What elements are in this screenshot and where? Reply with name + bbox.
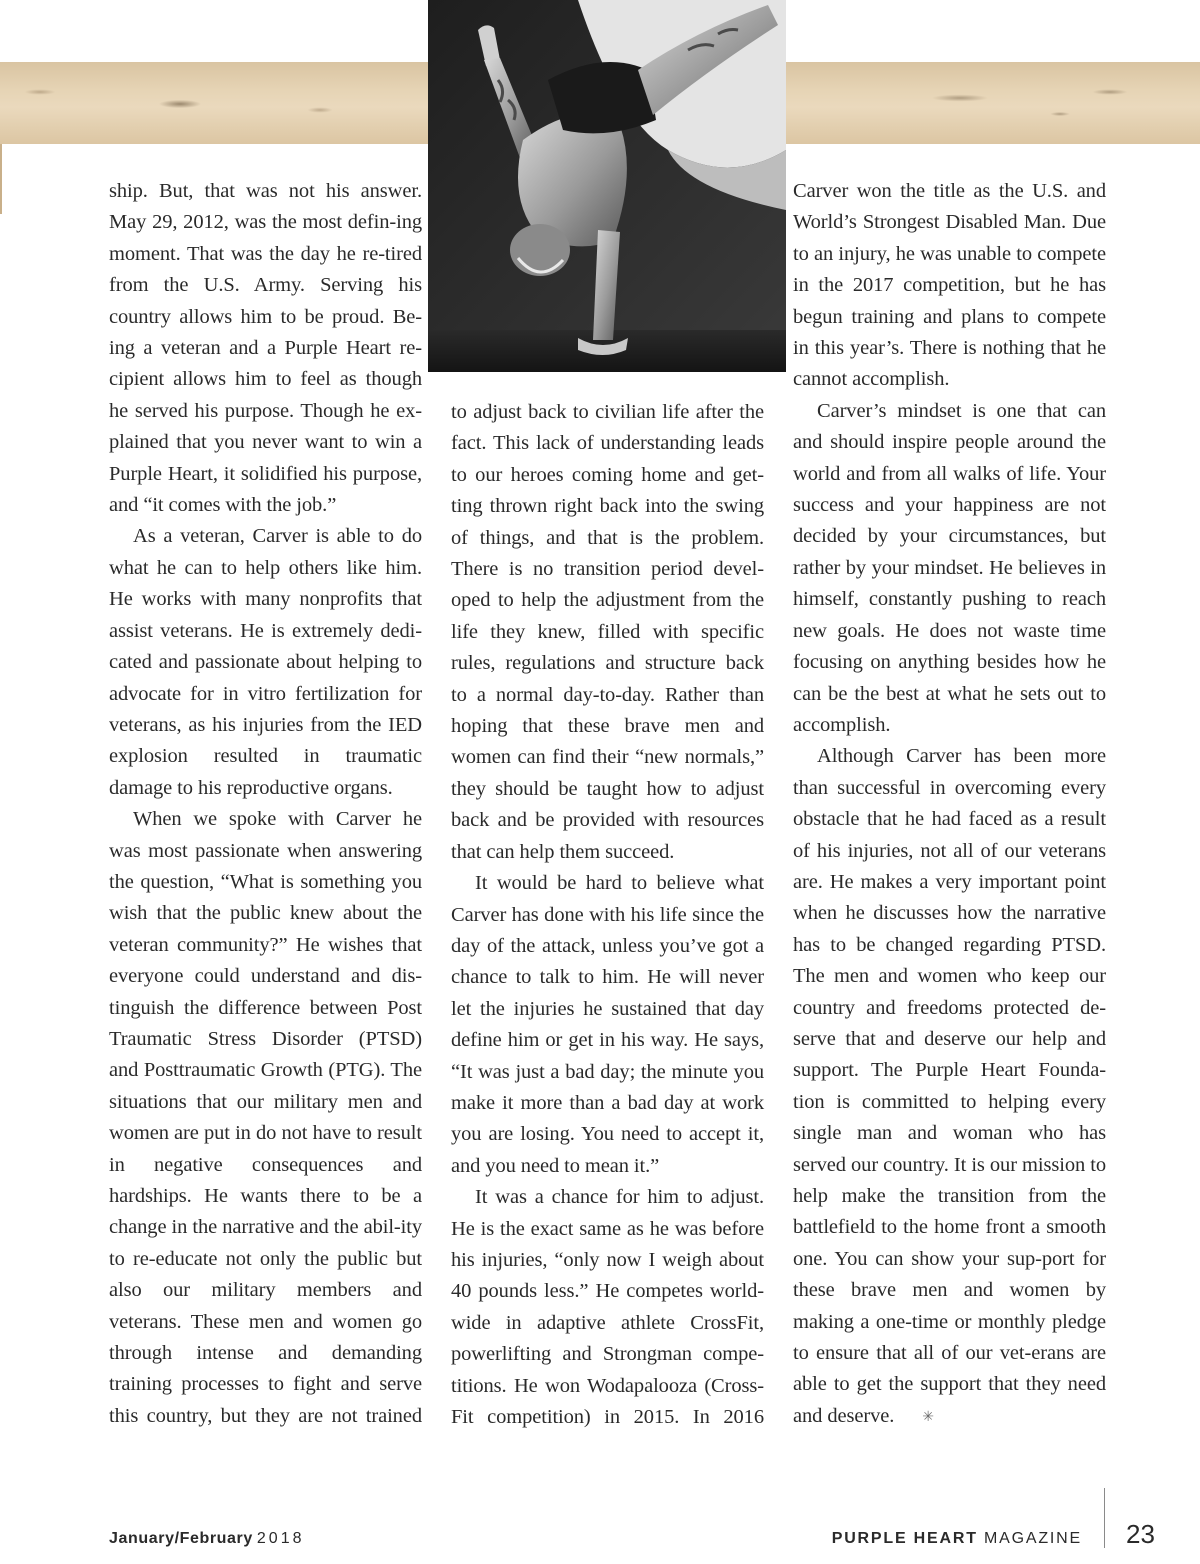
issue-date [109, 1530, 304, 1548]
paragraph [793, 741, 1106, 1433]
paragraph-text: Although Carver has been more than successful in overcoming every obstacle that he had faced as a result of his injuries, not all of our veterans are. He makes a very important point when he discusses how the narrative has to be changed regarding PTSD. The men and women who keep our country and freedoms protected de-serve that and deserve our help and support. The Purple Heart Founda-tion is committed to helping every single man and woman who has served our country. It is our mission to help make the transition from the battlefield to the home front a smooth one. You can show your sup-port for these brave men and women by making a one-time or monthly pledge to ensure that all of our vet-erans are able to get the support that they need and deserve. [793, 745, 1106, 1427]
issue-year: 2018 [256, 1530, 305, 1547]
magazine-name [832, 1530, 1082, 1548]
article-column-1 [109, 176, 422, 1432]
paragraph: to adjust back to civilian life after the fact. This lack of understanding leads to our heroes coming home and get-ting thrown right back into the swing of things, and that is the problem. There is no transition period devel-oped to help the adjustment from the life they knew, filled with specific rules, regulations and structure back to a normal day-to-day. Rather than hoping that these brave men and women can find their “new normals,” they should be taught how to adjust back and be provided with resources that can help them succeed. [451, 401, 764, 863]
paragraph: ship. But, that was not his answer. May 29, 2012, was the most defin-ing moment. That was the day he re-tired from the U.S. Army. Serving his country allows him to be proud. Be-ing a veteran and a Purple Heart re-cipient allows him to feel as though he served his purpose. Though he ex-plained that you never want to win a Purple Heart, it solidified his purpose, and “it comes with the job.” [109, 180, 422, 517]
paragraph: It would be hard to believe what Carver has done with his life since the day of the attack, unless you’ve got a chance to talk to him. He will never let the injuries he sustained that day define him or get in his way. He says, “It was just a bad day; the minute you make it more than a bad day at work you are losing. You need to accept it, and you need to mean it.” [451, 872, 764, 1177]
paragraph: It was a chance for him to adjust. He is the exact same as he was before his injuries, “only now I weigh about 40 pounds less.” He competes world-wide in adaptive athlete CrossFit, powerlifting and Strongman compe-titions. He won Wodapalooza (Cross-Fit competition) in 2015. In 2016 [451, 1186, 764, 1428]
magazine-label: MAGAZINE [984, 1530, 1082, 1547]
issue-month: January/February [109, 1530, 253, 1547]
article-column-3 [793, 176, 1106, 1433]
athlete-handstand-photo [428, 0, 786, 372]
article-column-2 [451, 397, 764, 1433]
page-number: 23 [1126, 1519, 1155, 1549]
paragraph: As a veteran, Carver is able to do what he can to help others like him. He works with many nonprofits that assist veterans. He is extremely dedi-cated and passionate about helping to advocate for in vitro fertilization for veterans, as his injuries from the IED explosion resulted in traumatic damage to his reproductive organs. [109, 525, 422, 799]
edge-strip [0, 144, 2, 214]
paragraph: Carver won the title as the U.S. and World’s Strongest Disabled Man. Due to an injury, he was unable to compete in the 2017 competition, but he has begun training and plans to compete in this year’s. There is nothing that he cannot accomplish. [793, 180, 1106, 391]
paragraph: When we spoke with Carver he was most passionate when answering the question, “What is something you wish that the public knew about the veteran community?” He wishes that everyone could understand and dis-tinguish the difference between Post Traumatic Stress Disorder (PTSD) and Posttraumatic Growth (PTG). The situations that our military men and women are put in do not have to result in negative consequences and hardships. He wants there to be a change in the narrative and the abil-ity to re-educate not only the public but also our military members and veterans. These men and women go through intense and demanding training processes to fight and serve this country, but they are not trained [109, 808, 422, 1427]
footer-divider [1104, 1488, 1105, 1548]
asterisk-ornament-icon: ✳ [922, 1408, 934, 1425]
paragraph: Carver’s mindset is one that can and should inspire people around the world and from all walks of life. Your success and your happiness are not decided by your circumstances, but rather by your mindset. He believes in himself, constantly pushing to reach new goals. He does not waste time focusing on anything besides how he can be the best at what he sets out to accomplish. [793, 399, 1106, 736]
magazine-brand: PURPLE HEART [831, 1530, 978, 1547]
